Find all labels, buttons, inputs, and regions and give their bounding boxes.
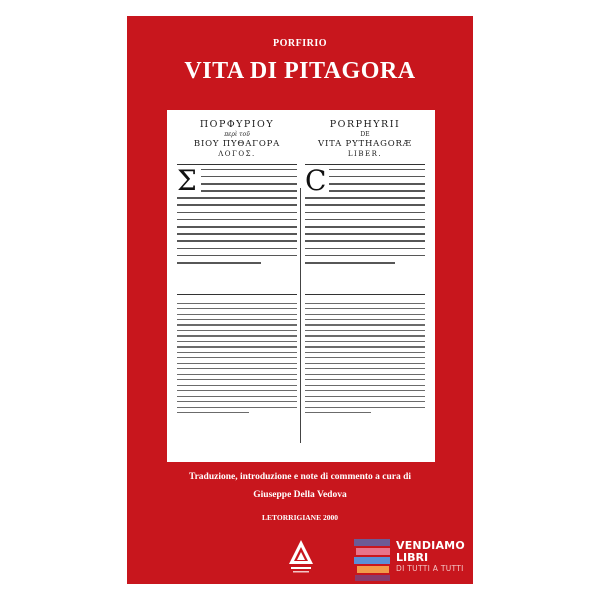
badge-line1: VENDIAMO: [396, 539, 465, 552]
book-cover: [127, 16, 473, 584]
badge-line2: LIBRI: [396, 551, 429, 564]
vendiamo-libri-text: [396, 540, 465, 574]
badge-line3: DI TUTTI A TUTTI: [396, 564, 464, 573]
greek-header-line1: ΠΟΡΦΥΡΙΟΥ: [199, 119, 275, 130]
publisher-logo-icon: [287, 538, 315, 574]
latin-header: [305, 120, 425, 159]
latin-notes: [305, 303, 425, 414]
cover-publisher: LETORRIGIANE 2000: [262, 513, 338, 522]
greek-header-rule: [177, 164, 297, 165]
latin-header-line3: VITA PYTHAGORÆ: [318, 139, 412, 150]
latin-dropcap: C: [305, 168, 327, 197]
credits-translator-line: Traduzione, introduzione e note di commento a cura di: [188, 472, 412, 482]
latin-column: [305, 120, 425, 418]
column-divider: [300, 188, 301, 443]
greek-header-line4: ΛΟΓΟΣ.: [218, 150, 256, 159]
greek-body-text: [177, 169, 297, 289]
greek-header-line2: περὶ τοῦ: [224, 130, 250, 138]
latin-header-line2: DE: [360, 130, 370, 138]
book-stack-icon: [352, 537, 392, 583]
cover-author: PORFIRIO: [273, 38, 327, 49]
cover-title: VITA DI PITAGORA: [184, 58, 416, 84]
latin-header-line4: LIBER.: [347, 150, 383, 159]
facsimile-page-image: [167, 110, 435, 462]
latin-header-rule: [305, 164, 425, 165]
greek-header-line3: ΒΙΟΥ ΠΥΘΑΓΟΡΑ: [193, 139, 281, 150]
greek-dropcap: Σ: [177, 168, 197, 197]
greek-column: [177, 120, 297, 418]
cover-credits: [127, 468, 473, 504]
latin-notes-rule: [305, 294, 425, 295]
latin-header-line1: PORPHYRII: [329, 119, 401, 130]
greek-notes: [177, 303, 297, 414]
credits-editor-name: Giuseppe Della Vedova: [253, 490, 347, 501]
greek-header: [177, 120, 297, 159]
greek-notes-rule: [177, 294, 297, 295]
latin-body-text: [305, 169, 425, 289]
